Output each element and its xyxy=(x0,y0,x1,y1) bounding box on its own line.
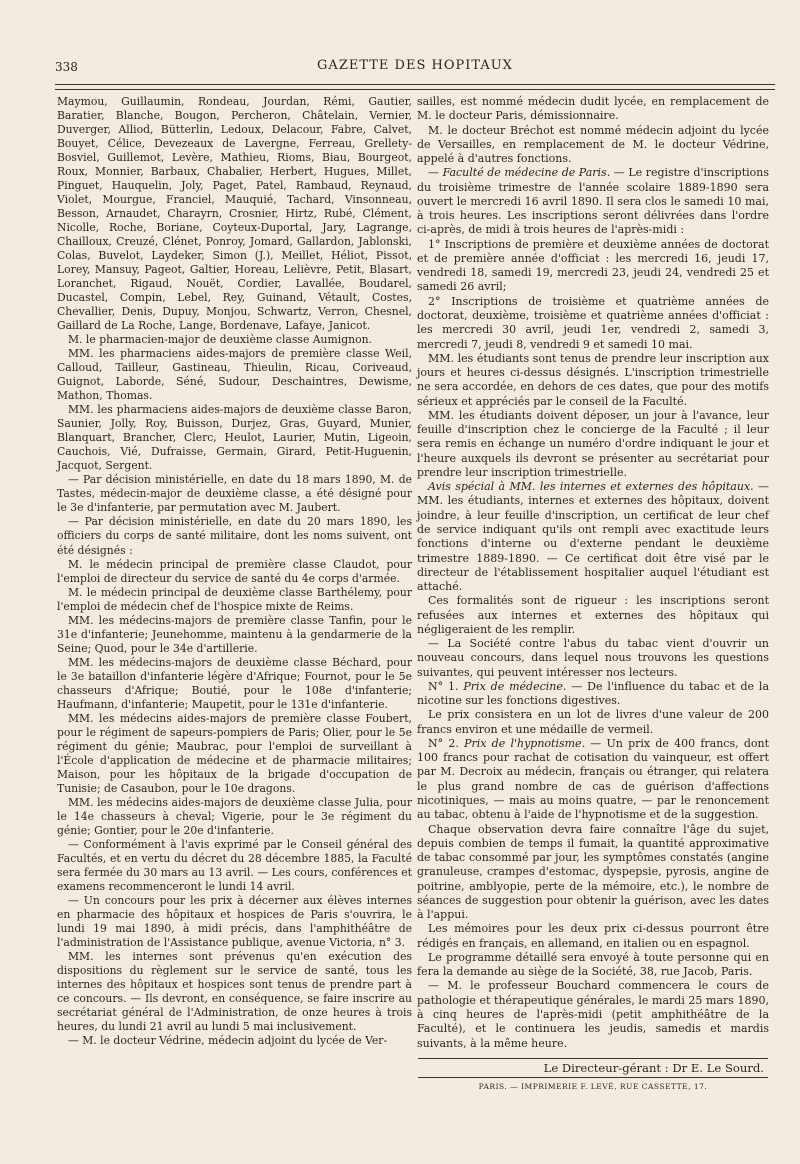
paragraph-text: — Le registre d'inscriptions du troisième trimestre de l'année scolaire 1889-1890 sera ouvert le mercredi 16 avril 1890. Il sera clos le samedi 10 mai, à trois heures. Les inscriptions seront délivrées dans l'ordre ci-après, de midi à trois heures de l'après-midi : xyxy=(417,166,770,237)
paragraph: M. le médecin principal de première classe Claudot, pour l'emploi de directeur du service de santé du 4e corps d'armée. xyxy=(57,557,412,585)
paragraph: — Par décision ministérielle, en date du 18 mars 1890, M. de Tastes, médecin-major de deuxième classe, a été désigné pour le 3e d'infanterie, par permutation avec M. Jaubert. xyxy=(57,473,412,515)
paragraph: sailles, est nommé médecin dudit lycée, en remplacement de M. le docteur Paris, démissionnaire. xyxy=(417,95,769,123)
signature: Le Directeur-gérant : Dr E. Le Sourd. xyxy=(543,1061,764,1075)
paragraph: Le programme détaillé sera envoyé à toute personne qui en fera la demande au siège de la Société, 38, rue Jacob, Paris. xyxy=(417,950,769,979)
paragraph: MM. les internes sont prévenus qu'en exécution des dispositions du règlement sur le service de santé, tous les internes des hôpitaux et hospices sont tenus de prendre part à ce concours. — Ils devront, en conséquence, se faire inscrire au secrétariat général de l'Administration, de onze heures à trois heures, du lundi 21 avril au lundi 5 mai inclusivement. xyxy=(57,949,412,1034)
paragraph: — M. le professeur Bouchard commencera le cours de pathologie et thérapeutique générales, le mardi 25 mars 1890, à cinq heures de l'après-midi (petit amphithéâtre de la Faculté), et le continuera les jeudis, samedis et mardis suivants, à la même heure. xyxy=(417,979,769,1050)
paragraph: MM. les médecins aides-majors de deuxième classe Julia, pour le 14e chasseurs à cheval; Vigerie, pour le 3e régiment du génie; Gontier, pour le 20e d'infanterie. xyxy=(57,795,412,837)
section-heading: Avis spécial à MM. les internes et externes des hôpitaux. xyxy=(428,480,754,494)
footer-rule xyxy=(418,1058,768,1059)
paragraph xyxy=(417,680,769,709)
item-number: N° 1. xyxy=(428,679,464,693)
dash: — xyxy=(428,166,443,180)
paragraph: Les mémoires pour les deux prix ci-dessus pourront être rédigés en français, en allemand, en italien ou en espagnol. xyxy=(417,922,769,950)
paragraph: MM. les étudiants sont tenus de prendre leur inscription aux jours et heures ci-dessus désignés. L'inscription trimestrielle ne sera accordée, en dehors de ces dates, que pour des motifs sérieux et appréciés par le conseil de la Faculté. xyxy=(417,351,769,408)
paragraph-text: — De l'influence du tabac et de la nicotine sur les fonctions digestives. xyxy=(417,679,769,708)
paragraph: — M. le docteur Védrine, médecin adjoint du lycée de Ver- xyxy=(68,1034,388,1048)
item-number: N° 2. xyxy=(428,736,465,750)
paragraph: — Un concours pour les prix à décerner aux élèves internes en pharmacie des hôpitaux et hospices de Paris s'ouvrira, le lundi 19 mai 1890, à midi précis, dans l'amphithéâtre de l'administration de l'Assistance publique, avenue Victoria, n° 3. xyxy=(57,893,412,949)
paragraph: M. le docteur Bréchot est nommé médecin adjoint du lycée de Versailles, en remplacement de M. le docteur Védrine, appelé à d'autres fonctions. xyxy=(417,123,769,166)
paragraph: — La Société contre l'abus du tabac vient d'ouvrir un nouveau concours, dans lequel nous trouvons les questions suivantes, qui peuvent intéresser nos lecteurs. xyxy=(417,637,769,679)
page-number: 338 xyxy=(55,60,78,74)
paragraph: 2° Inscriptions de troisième et quatrième années de doctorat, deuxième, troisième et quatrième années d'officiat : les mercredi 30 avril, jeudi 1er, vendredi 2, samedi 3, mercredi 7, jeudi 8, vendredi 9 et samedi 10 mai. xyxy=(417,294,769,351)
section-heading: Faculté de médecine de Paris. xyxy=(442,166,611,180)
paragraph: M. le médecin principal de deuxième classe Barthélemy, pour l'emploi de médecin chef de l'hospice mixte de Reims. xyxy=(57,585,412,613)
section-heading: Prix de médecine. xyxy=(463,679,567,693)
right-column xyxy=(417,95,769,1051)
paragraph: Maymou, Guillaumin, Rondeau, Jourdan, Rémi, Gautier, Baratier, Blanche, Bougon, Percheron, Châtelain, Vernier, Duverger, Alliod, Bütterlin, Ledoux, Delacour, Fabre, Calvet, Bouyet, Célice, Devezeaux de Lavergne, Ferreau, Grellety-Bosviel, Guillemot, Levère, Mathieu, Rioms, Biau, Bourgeot, Roux, Monnier, Barbaux, Chabalier, Herbert, Hugues, Millet, Pinguet, Hauquelin, Joly, Paget, Patel, Rambaud, Reynaud, Violet, Mourgue, Franciel, Mauquié, Tachard, Vinsonneau, Besson, Arnaudet, Charayrn, Crosnier, Hirtz, Rubé, Clément, Nicolle, Roche, Boriane, Coyteux-Duportal, Jary, Lagrange, Chailloux, Creuzé, Clénet, Ponroy, Jomard, Gallardon, Jablonski, Colas, Buvelot, Laydeker, Simon (J.), Meillet, Héliot, Pissot, Lorey, Mansuy, Pageot, Galtier, Horeau, Lelièvre, Petit, Blasart, Loranchet, Rigaud, Nouët, Cordier, Lavallée, Boudarel, Ducastel, Compin, Lebel, Rey, Guinand, Vétault, Costes, Chevallier, Denis, Dupuy, Monjou, Schwartz, Verron, Chesnel, Gaillard de La Roche, Lange, Bordenave, Lafaye, Janicot. xyxy=(57,95,412,333)
paragraph xyxy=(417,737,769,823)
paragraph: Ces formalités sont de rigueur : les inscriptions seront refusées aux internes et externes des hôpitaux qui négligeraient de les remplir. xyxy=(417,594,769,636)
paragraph-text: — Un prix de 400 francs, dont 100 francs pour rachat de cotisation du vainqueur, est offert par M. Decroix au médecin, français ou étranger, qui relatera le plus grand nombre de cas de guérison d'affections nicotiniques, — mais au moins quatre, — par le renoncement au tabac, obtenu à l'aide de l'hypnotisme et de la suggestion. xyxy=(417,736,770,822)
header-rule xyxy=(55,84,775,90)
paragraph: — Par décision ministérielle, en date du 20 mars 1890, les officiers du corps de santé militaire, dont les noms suivent, ont été désignés : xyxy=(57,515,412,557)
paragraph: MM. les médecins-majors de première classe Tanfin, pour le 31e d'infanterie; Jeunehomme, maintenu à la gendarmerie de la Seine; Quod, pour le 34e d'artillerie. xyxy=(57,613,412,655)
paragraph: MM. les pharmaciens aides-majors de deuxième classe Baron, Saunier, Jolly, Roy, Buisson, Durjez, Gras, Guyard, Munier, Blanquart, Brancher, Clerc, Heulot, Laurier, Mutin, Ligeoin, Cauchois, Vié, Dufraisse, Germain, Girard, Petit-Huguenin, Jacquot, Sergent. xyxy=(57,403,412,473)
paragraph: M. le pharmacien-major de deuxième classe Aumignon. xyxy=(68,333,372,347)
paragraph xyxy=(417,166,769,237)
footer xyxy=(418,1058,768,1091)
paragraph: Chaque observation devra faire connaître l'âge du sujet, depuis combien de temps il fumait, la quantité approximative de tabac consommé par jour, les symptômes constatés (angine granuleuse, crampes d'estomac, dyspepsie, pyrosis, angine de poitrine, amblyopie, perte de la mémoire, etc.), le nombre de séances de suggestion pour obtenir la guérison, avec les dates à l'appui. xyxy=(417,822,769,922)
left-column xyxy=(57,95,412,1048)
footer-rule xyxy=(418,1077,768,1078)
section-heading: Prix de l'hypnotisme. xyxy=(464,736,586,750)
paragraph: MM. les pharmaciens aides-majors de première classe Weil, Calloud, Tailleur, Gastineau, Thieulin, Ricau, Coriveaud, Guignot, Laborde, Séné, Sudour, Deschaintres, Dewisme, Mathon, Thomas. xyxy=(57,347,412,403)
paragraph: MM. les médecins aides-majors de première classe Foubert, pour le régiment de sapeurs-pompiers de Paris; Olier, pour le 5e régiment du génie; Maubrac, pour l'emploi de surveillant à l'École d'application de médecine et de pharmacie militaires; Maison, pour les hôpitaux de la brigade d'occupation de Tunisie; de Casaubon, pour le 10e dragons. xyxy=(57,711,412,795)
paragraph xyxy=(417,480,769,594)
paragraph-text: — MM. les étudiants, internes et externes des hôpitaux, doivent joindre, à leur feuille d'inscription, un certificat de leur chef de service indiquant qu'ils ont rempli avec exactitude leurs fonctions d'interne ou d'externe pendant le deuxième trimestre 1889-1890. — Ce certificat doit être visé par le directeur de l'établissement hospitalier auquel l'étudiant est attaché. xyxy=(417,480,769,594)
page-header xyxy=(55,58,775,78)
paragraph: — Conformément à l'avis exprimé par le Conseil général des Facultés, et en vertu du décret du 28 décembre 1885, la Faculté sera fermée du 30 mars au 13 avril. — Les cours, conférences et examens recommenceront le lundi 14 avril. xyxy=(57,837,412,893)
printer-line: PARIS. — IMPRIMERIE F. LEVÉ, RUE CASSETTE, 17. xyxy=(478,1082,708,1091)
paragraph: Le prix consistera en un lot de livres d'une valeur de 200 francs environ et une médaille de vermeil. xyxy=(417,708,769,736)
running-title: GAZETTE DES HOPITAUX xyxy=(317,58,513,73)
paragraph: MM. les étudiants doivent déposer, un jour à l'avance, leur feuille d'inscription chez le concierge de la Faculté ; il leur sera remis en échange un numéro d'ordre indiquant le jour et l'heure auxquels ils devront se présenter au secrétariat pour prendre leur inscription trimestrielle. xyxy=(417,408,769,479)
paragraph: 1° Inscriptions de première et deuxième années de doctorat et de première année d'officiat : les mercredi 16, jeudi 17, vendredi 18, samedi 19, mercredi 23, jeudi 24, vendredi 25 et samedi 26 avril; xyxy=(417,237,769,294)
paragraph: MM. les médecins-majors de deuxième classe Béchard, pour le 3e bataillon d'infanterie légère d'Afrique; Fournot, pour le 5e chasseurs d'Afrique; Boutié, pour le 108e d'infanterie; Haufmann, d'infanterie; Maupetit, pour le 131e d'infanterie. xyxy=(57,655,412,711)
